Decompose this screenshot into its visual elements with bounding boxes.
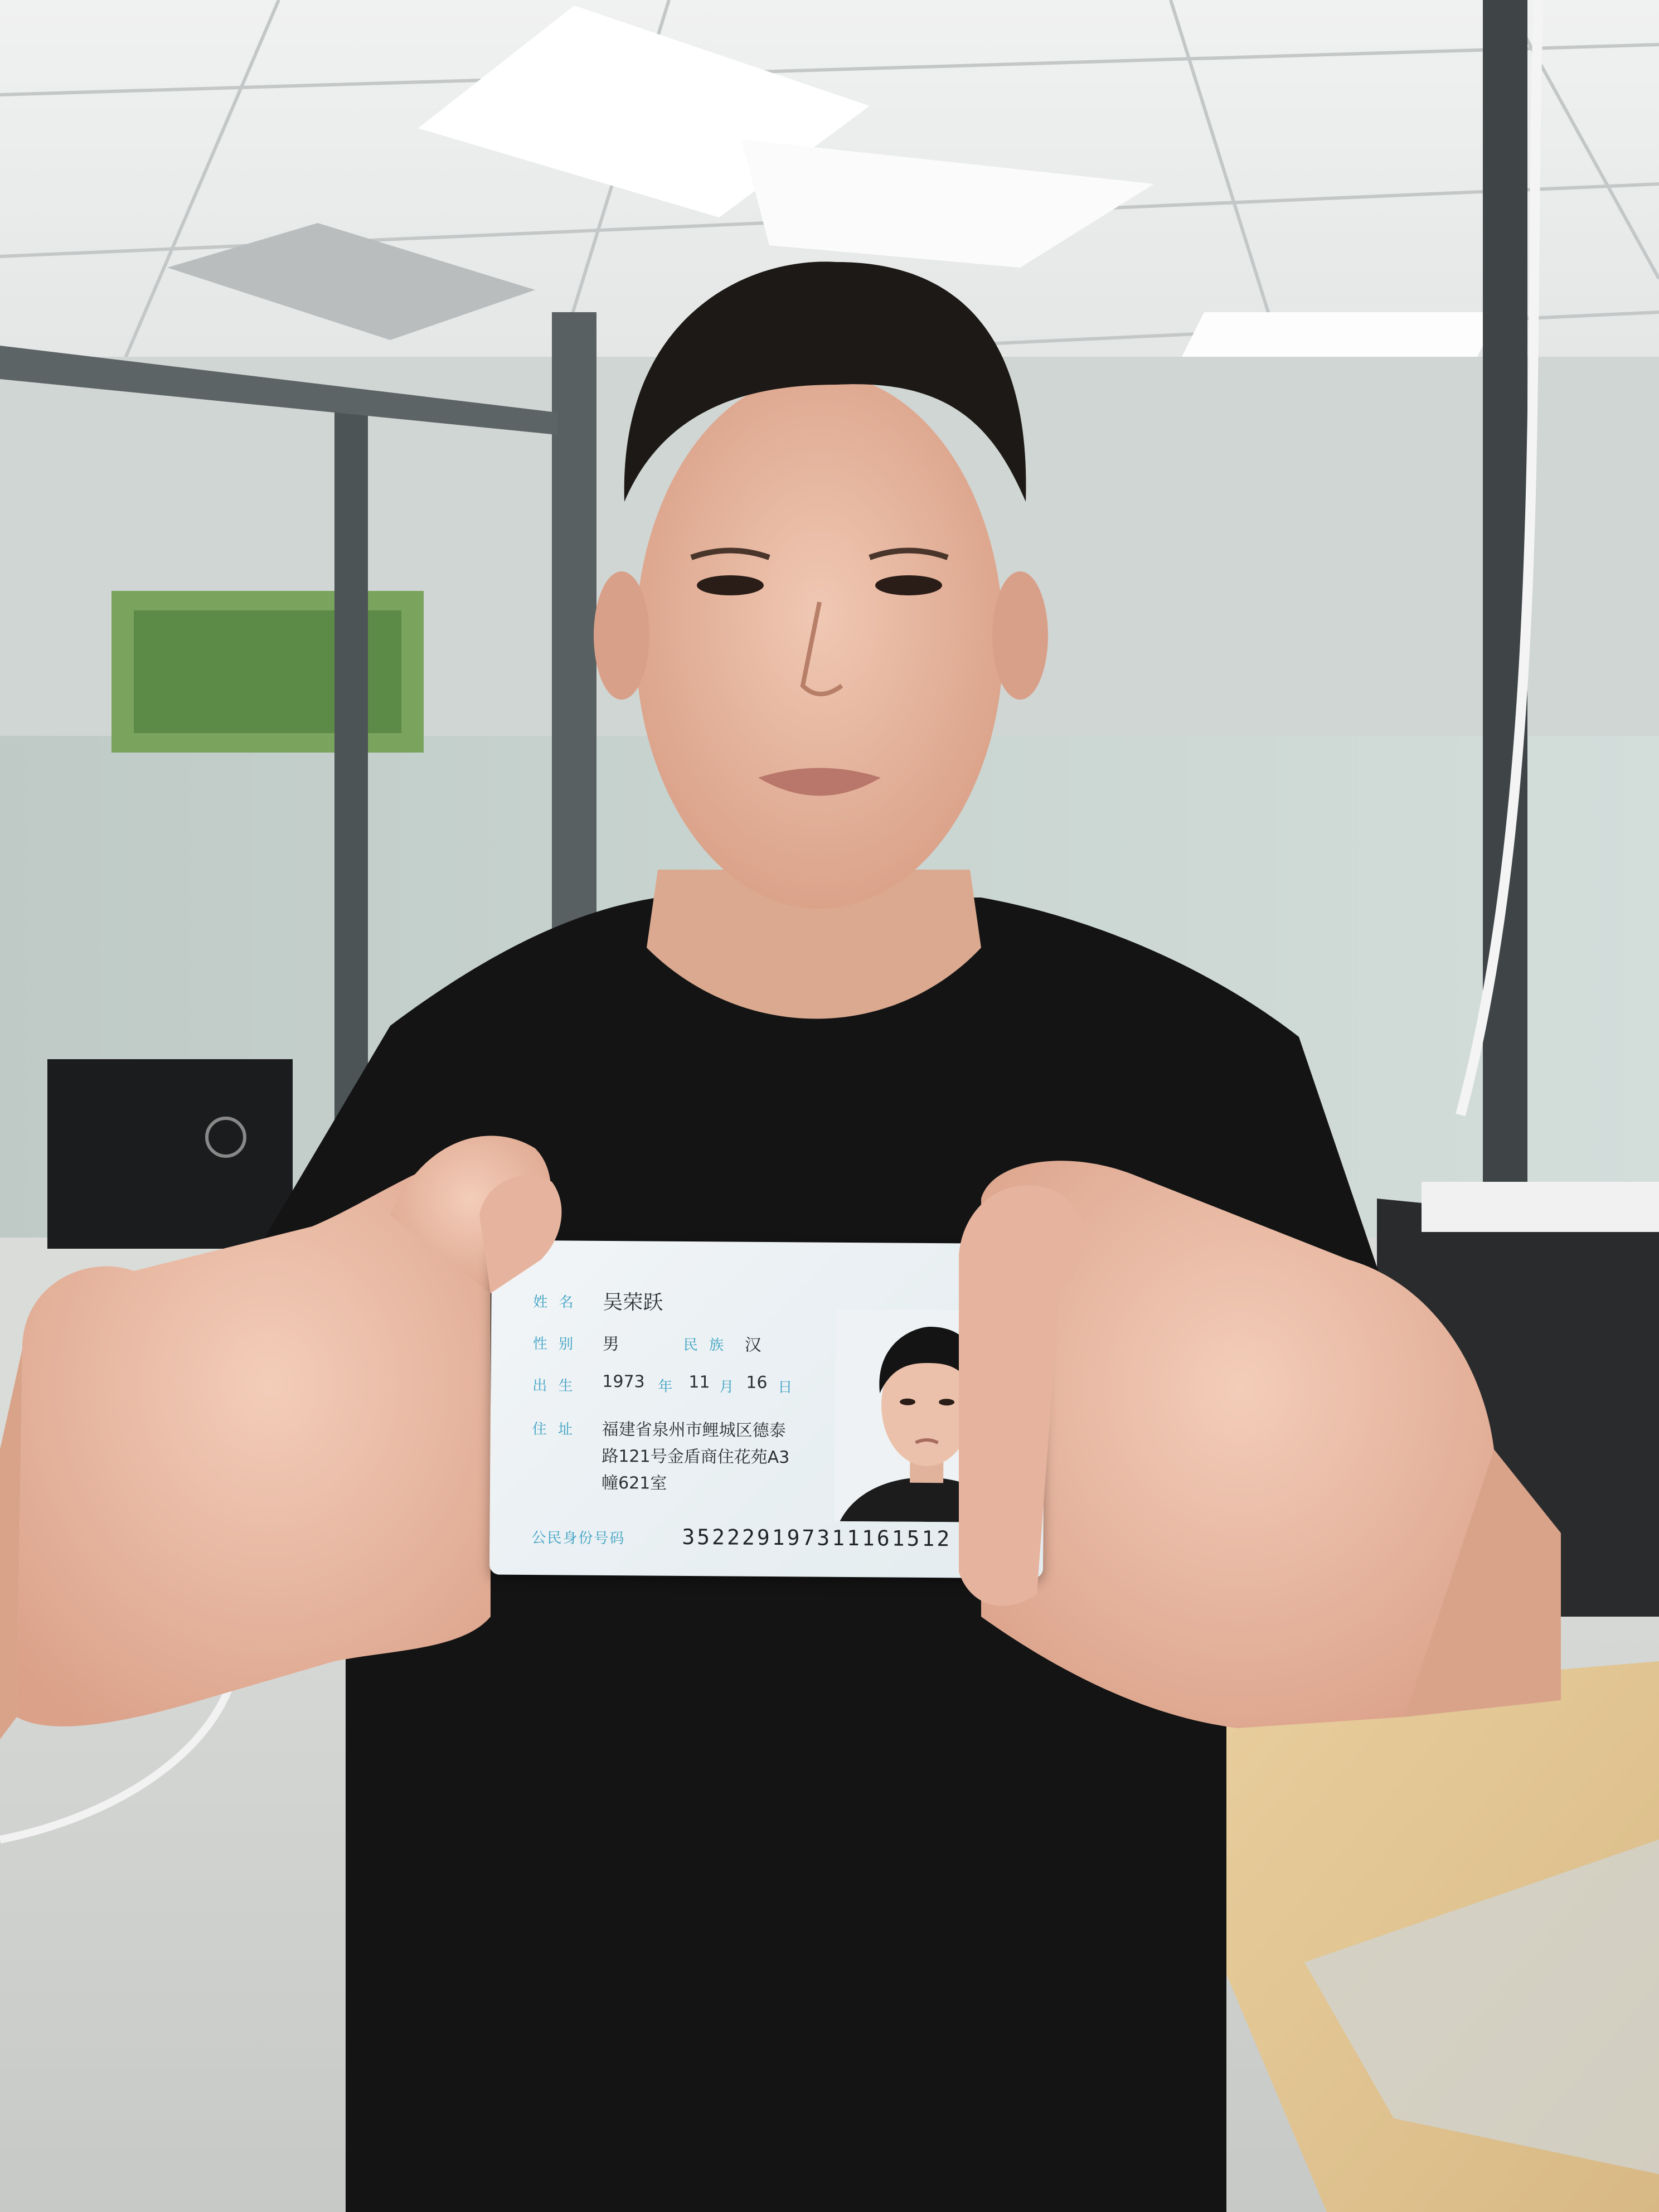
id-number: 352229197311161512 xyxy=(682,1524,952,1551)
birth-label: 出 生 xyxy=(532,1377,576,1395)
sex-label: 性 别 xyxy=(532,1336,577,1353)
birth-day: 16 xyxy=(746,1372,768,1393)
address-label: 住 址 xyxy=(532,1421,576,1438)
sex-value: 男 xyxy=(602,1334,619,1355)
birth-year: 1973 xyxy=(602,1371,645,1392)
address-line-3: 幢621室 xyxy=(601,1473,667,1493)
address-line-2: 路121号金盾商住花苑A3 xyxy=(601,1446,790,1468)
ethnicity-label: 民 族 xyxy=(683,1336,727,1354)
birth-month: 11 xyxy=(688,1372,710,1393)
birth-day-unit: 日 xyxy=(778,1379,796,1396)
birth-month-unit: 月 xyxy=(719,1379,738,1396)
address-line-1: 福建省泉州市鲤城区德泰 xyxy=(601,1419,786,1441)
birth-year-unit: 年 xyxy=(658,1378,676,1395)
name-value: 吴荣跃 xyxy=(603,1291,663,1314)
ethnicity-value: 汉 xyxy=(744,1335,761,1355)
name-label: 姓 名 xyxy=(533,1294,577,1311)
id-number-label: 公民身份号码 xyxy=(531,1530,625,1548)
